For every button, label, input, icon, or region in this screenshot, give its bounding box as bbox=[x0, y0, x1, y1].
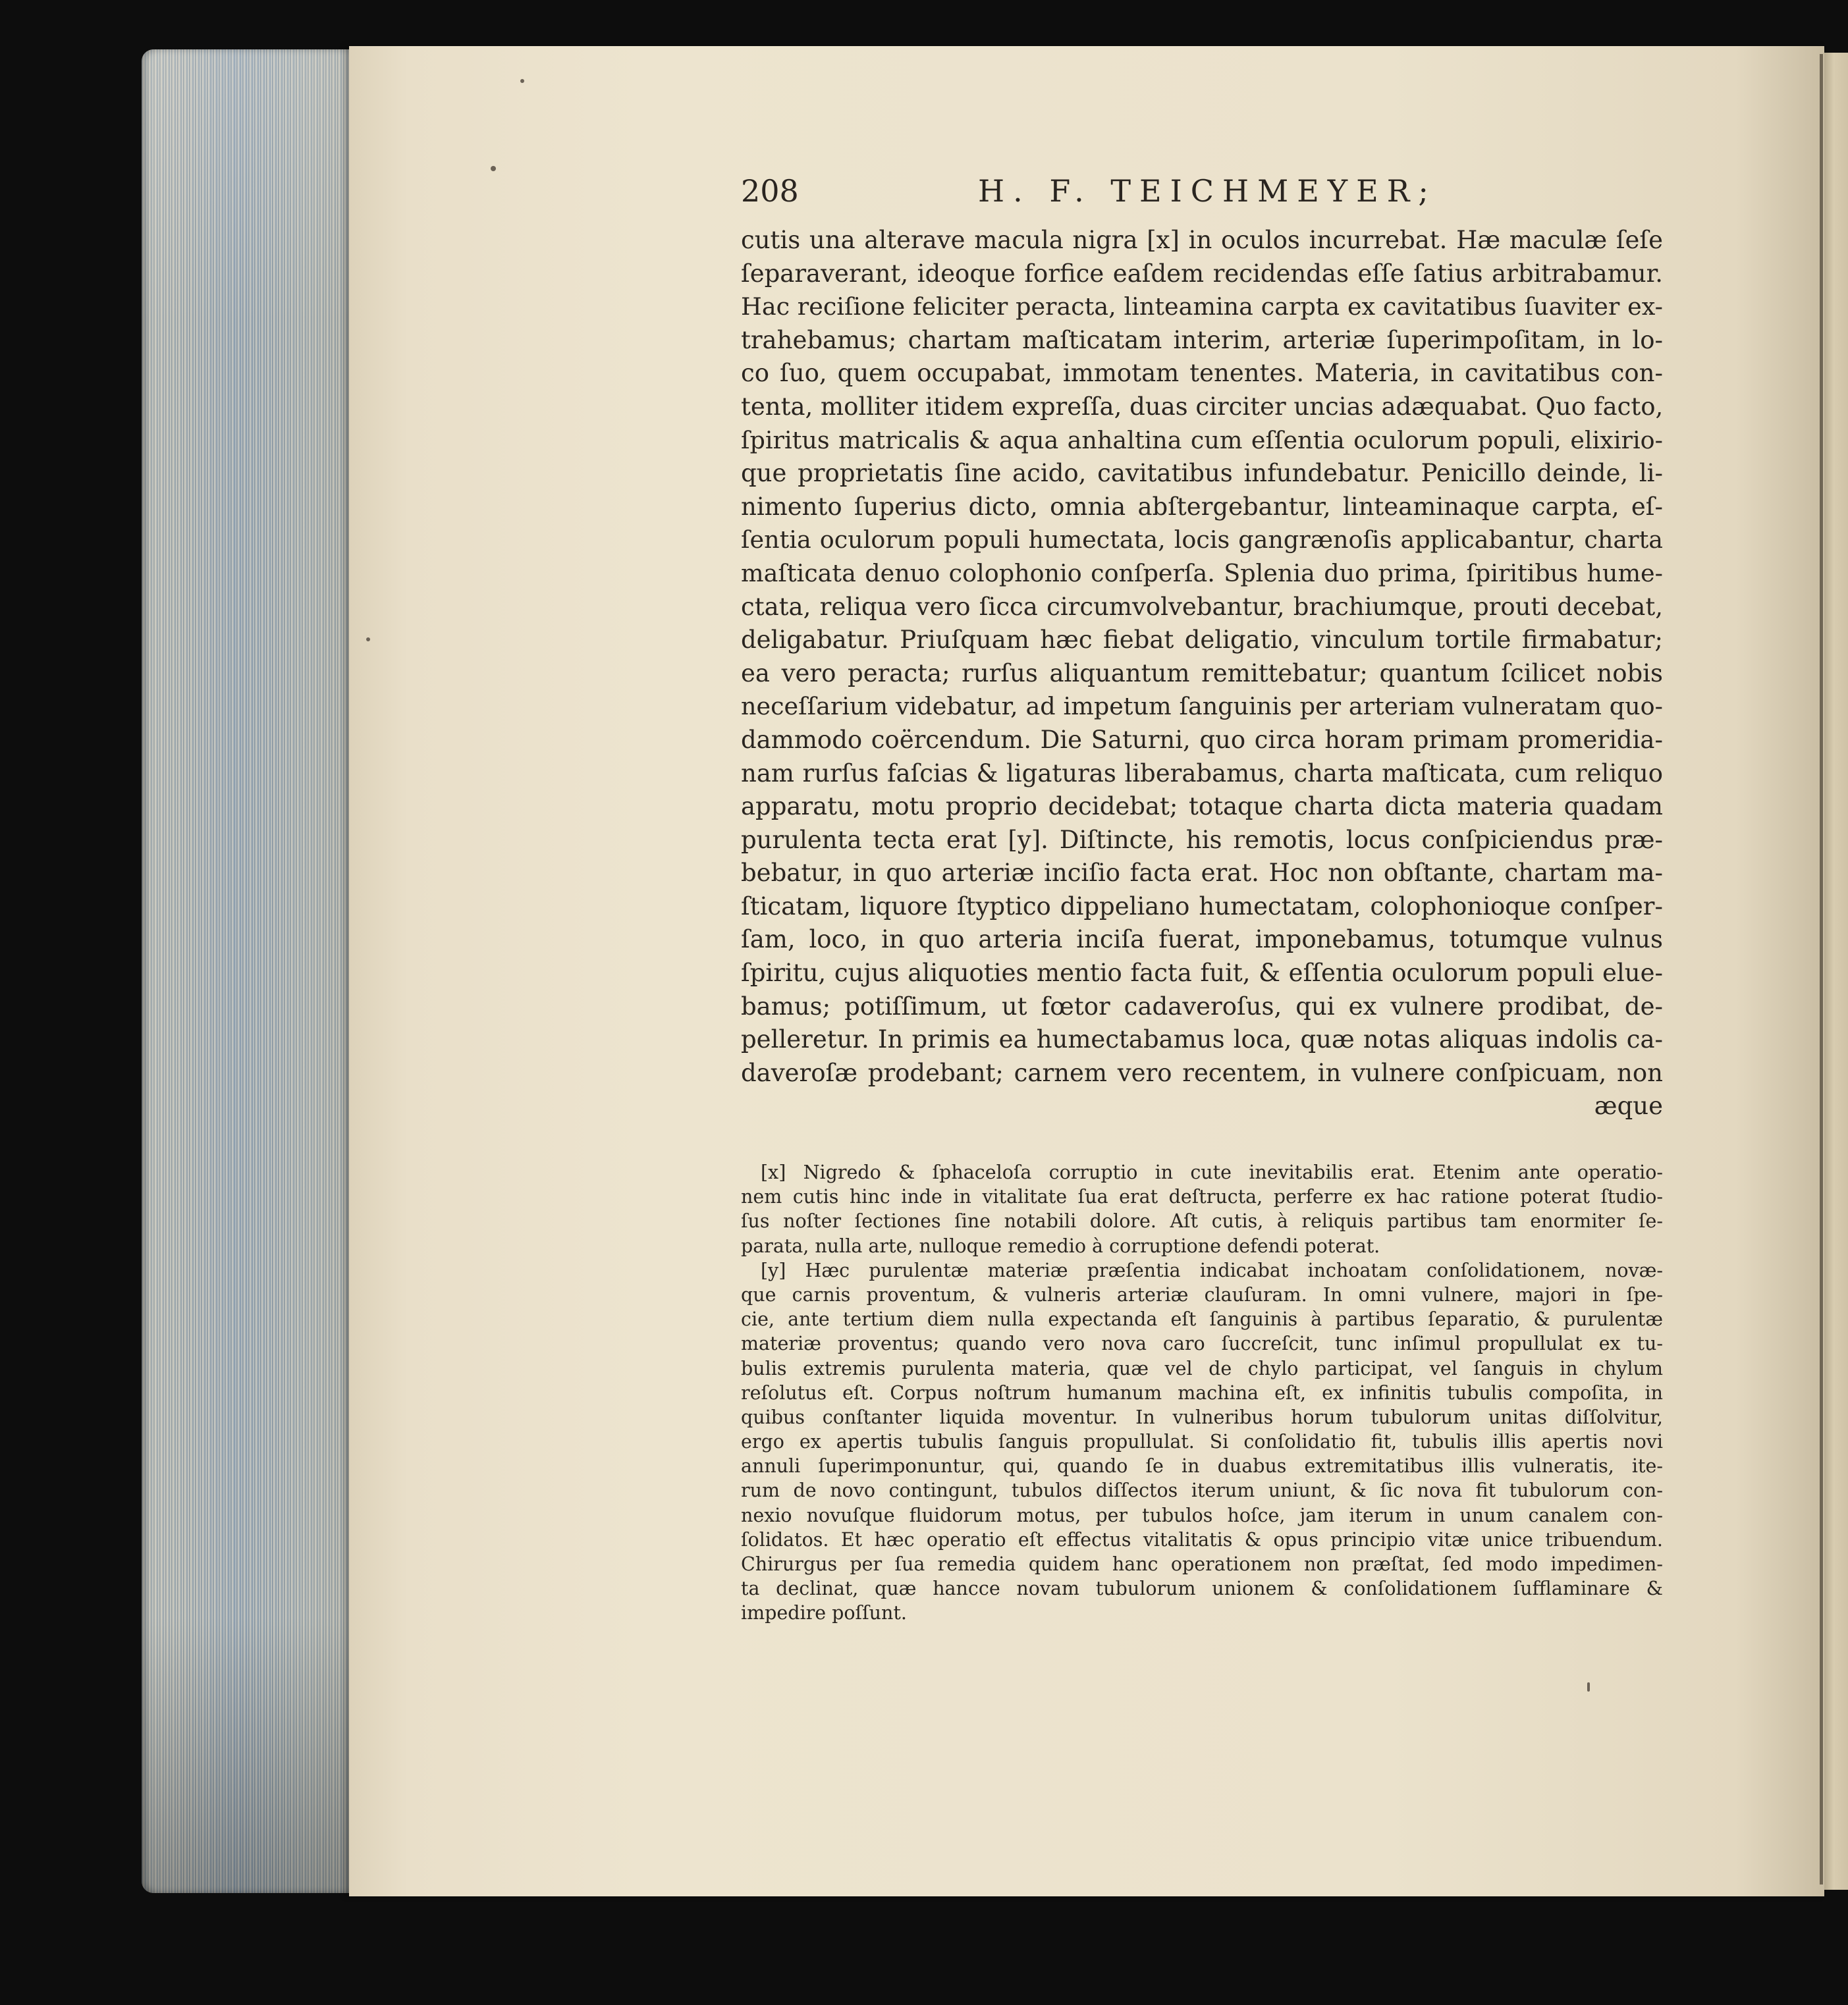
footnote-y-line: annuli ſuperimponuntur, qui, quando ſe in duabus extremitatibus illis vulneratis, ite- bbox=[741, 1455, 1663, 1478]
footnote-x-line: ſus noſter ſectiones ſine notabili dolore. Aſt cutis, à reliquis partibus tam enormiter ſe- bbox=[741, 1210, 1663, 1233]
body-text bbox=[741, 224, 1663, 1123]
catchword: æque bbox=[1594, 1092, 1663, 1121]
body-line: neceſſarium videbatur, ad impetum ſanguinis per arteriam vulneratam quo- bbox=[741, 692, 1663, 721]
footnote-y-line: bulis extremis purulenta materia, quæ vel de chylo participat, vel ſanguis in chylum bbox=[741, 1357, 1663, 1379]
body-line: ſpiritu, cujus aliquoties mentio facta fuit, & eſſentia oculorum populi elue- bbox=[741, 959, 1663, 988]
body-line: co ſuo, quem occupabat, immotam tenentes. Materia, in cavitatibus con- bbox=[741, 359, 1663, 388]
footnote-y-line: reſolutus eſt. Corpus noſtrum humanum machina eſt, ex infinitis tubulis compoſita, in bbox=[741, 1381, 1663, 1404]
footnote-x-line: [x] Nigredo & ſphaceloſa corruptio in cute inevitabilis erat. Etenim ante operatio- bbox=[761, 1162, 1663, 1184]
body-line: nimento ſuperius dicto, omnia abſtergebantur, linteaminaque carpta, eſ- bbox=[741, 492, 1663, 521]
paper-speck bbox=[366, 637, 370, 641]
body-line: ſam, loco, in quo arteria inciſa fuerat, imponebamus, totumque vulnus bbox=[741, 925, 1663, 954]
body-line: Hac reciſione feliciter peracta, linteamina carpta ex cavitatibus ſuaviter ex- bbox=[741, 292, 1663, 321]
page-number: 208 bbox=[741, 173, 799, 209]
book-fore-edge-shading bbox=[142, 49, 352, 1893]
footnote-y-line: materiæ proventus; quando vero nova caro ſuccreſcit, tunc inſimul propullulat ex tu- bbox=[741, 1333, 1663, 1355]
body-line: daveroſæ prodebant; carnem vero recentem, in vulnere conſpicuam, non bbox=[741, 1058, 1663, 1087]
body-line: ctata, reliqua vero ſicca circumvolvebantur, brachiumque, prouti decebat, bbox=[741, 592, 1663, 621]
body-line: dammodo coërcendum. Die Saturni, quo circa horam primam promeridia- bbox=[741, 725, 1663, 754]
body-line: apparatu, motu proprio decidebat; totaque charta dicta materia quadam bbox=[741, 792, 1663, 821]
text-block bbox=[741, 168, 1663, 1626]
body-line: pelleretur. In primis ea humectabamus loca, quæ notas aliquas indolis ca- bbox=[741, 1025, 1663, 1054]
footnote-y-line: que carnis proventum, & vulneris arteriæ clauſuram. In omni vulnere, majori in ſpe- bbox=[741, 1283, 1663, 1306]
footnote-y-line: [y] Hæc purulentæ materiæ præſentia indicabat inchoatam conſolidationem, novæ- bbox=[761, 1259, 1663, 1281]
body-line: bamus; potiſſimum, ut fœtor cadaveroſus, qui ex vulnere prodibat, de- bbox=[741, 992, 1663, 1021]
footnote-x-line: nem cutis hinc inde in vitalitate ſua erat deſtructa, perferre ex hac ratione poterat ſtudio- bbox=[741, 1186, 1663, 1208]
footnote-y-line: ſolidatos. Et hæc operatio eſt effectus vitalitatis & opus principio vitæ unice tribuendum. bbox=[741, 1528, 1663, 1551]
body-line: purulenta tecta erat [y]. Diſtincte, his remotis, locus conſpiciendus præ- bbox=[741, 825, 1663, 854]
body-line: ſticatam, liquore ſtyptico dippeliano humectatam, colophonioque conſper- bbox=[741, 892, 1663, 921]
footnote-y-line: Chirurgus per ſua remedia quidem hanc operationem non præſtat, ſed modo impedimen- bbox=[741, 1553, 1663, 1576]
paper-speck bbox=[1587, 1682, 1590, 1692]
paper-speck bbox=[491, 166, 496, 171]
footnote-y-line: quibus conſtanter liquida moventur. In vulneribus horum tubulorum unitas diſſolvitur, bbox=[741, 1406, 1663, 1428]
footnote-y-line: ta declinat, quæ hancce novam tubulorum unionem & conſolidationem ſufflaminare & bbox=[741, 1578, 1663, 1600]
body-line: que proprietatis ſine acido, cavitatibus infundebatur. Penicillo deinde, li- bbox=[741, 459, 1663, 488]
page-header bbox=[741, 168, 1663, 224]
footnote-y-line: nexio novuſque fluidorum motus, per tubulos hoſce, jam iterum in unum canalem con- bbox=[741, 1504, 1663, 1526]
body-line: cutis una alterave macula nigra [x] in oculos incurrebat. Hæ maculæ ſeſe bbox=[741, 226, 1663, 254]
footnote-y-line: impedire poſſunt. bbox=[741, 1602, 907, 1624]
footnote-y-line: cie, ante tertium diem nulla expectanda eſt ſanguinis à partibus ſeparatio, & purulentæ bbox=[741, 1308, 1663, 1331]
body-line: trahebamus; chartam maſticatam interim, arteriæ ſuperimpoſitam, in lo- bbox=[741, 325, 1663, 354]
body-line: tenta, molliter itidem expreſſa, duas circiter uncias adæquabat. Quo facto, bbox=[741, 392, 1663, 421]
body-line: ea vero peracta; rurſus aliquantum remittebatur; quantum ſcilicet nobis bbox=[741, 658, 1663, 687]
gutter bbox=[1824, 53, 1848, 1890]
footnote-y-line: ergo ex apertis tubulis ſanguis propullulat. Si conſolidatio fit, tubulis illis apertis novi bbox=[741, 1431, 1663, 1453]
footnote-y-line: rum de novo contingunt, tubulos diſſectos iterum uniunt, & ſic nova fit tubulorum con- bbox=[741, 1480, 1663, 1502]
body-line: ſentia oculorum populi humectata, locis gangrænoſis applicabantur, charta bbox=[741, 525, 1663, 554]
running-title: H. F. TEICHMEYER; bbox=[978, 173, 1437, 209]
body-line: ſeparaverant, ideoque forfice eaſdem recidendas eſſe ſatius arbitrabamur. bbox=[741, 259, 1663, 288]
footnotes bbox=[741, 1160, 1663, 1626]
paper-speck bbox=[520, 79, 524, 83]
body-line: nam rurſus faſcias & ligaturas liberabamus, charta maſticata, cum reliquo bbox=[741, 759, 1663, 788]
body-line: deligabatur. Priuſquam hæc fiebat deligatio, vinculum tortile firmabatur; bbox=[741, 626, 1663, 655]
body-line: maſticata denuo colophonio conſperſa. Splenia duo prima, ſpiritibus hume- bbox=[741, 558, 1663, 587]
body-line: bebatur, in quo arteriæ inciſio facta erat. Hoc non obſtante, chartam ma- bbox=[741, 859, 1663, 888]
footnote-x-line: parata, nulla arte, nulloque remedio à corruptione defendi poterat. bbox=[741, 1235, 1380, 1257]
gutter-line bbox=[1820, 54, 1823, 1885]
body-line: ſpiritus matricalis & aqua anhaltina cum eſſentia oculorum populi, elixirio- bbox=[741, 425, 1663, 454]
